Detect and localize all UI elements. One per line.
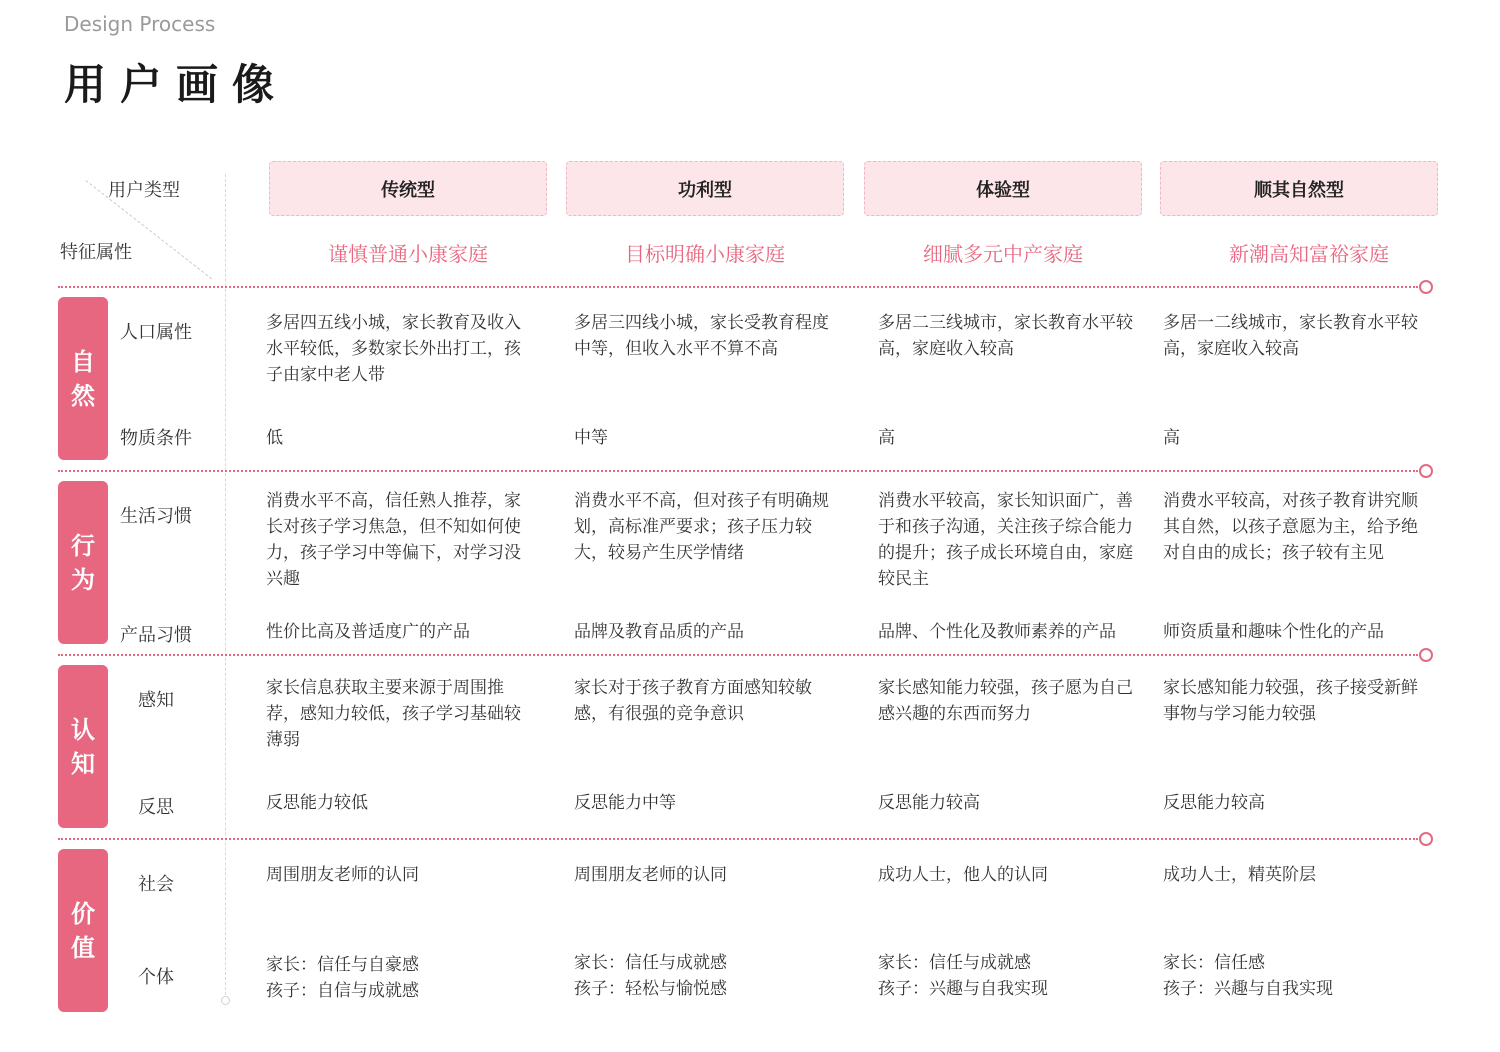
attribute-label: 社会: [138, 874, 174, 895]
table-cell: 中等: [574, 428, 608, 448]
table-cell: 低: [266, 428, 283, 448]
row-separator: [58, 286, 1418, 288]
table-cell: 周围朋友老师的认同: [574, 865, 727, 885]
corner-user-type-label: 用户类型: [108, 180, 180, 201]
cell-line: 家长：信任与自豪感: [266, 955, 419, 975]
table-cell: 师资质量和趣味个性化的产品: [1163, 622, 1384, 642]
table-cell: 反思能力较低: [266, 793, 368, 813]
type-subtitle-traditional: 谨慎普通小康家庭: [328, 242, 488, 266]
table-cell: [878, 950, 1146, 1002]
cell-line: 孩子：兴趣与自我实现: [1163, 979, 1333, 999]
table-cell: 高: [878, 428, 895, 448]
table-cell: 成功人士，精英阶层: [1163, 865, 1316, 885]
group-bar-nature: [58, 297, 108, 460]
table-cell: 品牌及教育品质的产品: [574, 622, 744, 642]
type-subtitle-experiential: 细腻多元中产家庭: [923, 242, 1083, 266]
group-label-char: 为: [71, 565, 95, 594]
type-header-experiential: 体验型: [864, 161, 1142, 216]
attribute-label: 产品习惯: [120, 625, 192, 646]
separator-end-circle: [1419, 280, 1433, 294]
table-cell: 成功人士，他人的认同: [878, 865, 1048, 885]
cell-line: 家长：信任感: [1163, 953, 1265, 973]
cell-line: 孩子：轻松与愉悦感: [574, 979, 727, 999]
table-cell: 反思能力较高: [1163, 793, 1265, 813]
table-cell: 性价比高及普适度广的产品: [266, 622, 470, 642]
attribute-label: 物质条件: [120, 428, 192, 449]
table-cell: 消费水平较高，对孩子教育讲究顺其自然，以孩子意愿为主，给予绝对自由的成长；孩子较有主见: [1163, 491, 1418, 563]
table-cell: 多居一二线城市，家长教育水平较高，家庭收入较高: [1163, 313, 1418, 359]
table-cell: 消费水平不高，但对孩子有明确规划，高标准严要求；孩子压力较大，较易产生厌学情绪: [574, 491, 829, 563]
table-cell: 反思能力中等: [574, 793, 676, 813]
group-bar-behavior: [58, 481, 108, 644]
table-cell: 反思能力较高: [878, 793, 980, 813]
group-label-char: 值: [71, 933, 95, 962]
table-cell: 周围朋友老师的认同: [266, 865, 419, 885]
type-header-traditional: 传统型: [269, 161, 547, 216]
table-cell: 品牌、个性化及教师素养的产品: [878, 622, 1116, 642]
attribute-label: 个体: [138, 967, 174, 988]
separator-end-circle: [1419, 648, 1433, 662]
separator-end-circle: [1419, 464, 1433, 478]
table-cell: 消费水平不高，信任熟人推荐，家长对孩子学习焦急，但不知如何使力，孩子学习中等偏下，对学习没兴趣: [266, 491, 521, 589]
group-bar-value: [58, 849, 108, 1012]
cell-line: 家长：信任与成就感: [878, 953, 1031, 973]
table-cell: 家长信息获取主要来源于周围推荐，感知力较低，孩子学习基础较薄弱: [266, 678, 521, 750]
row-separator: [58, 838, 1418, 840]
table-cell: 家长对于孩子教育方面感知较敏感，有很强的竞争意识: [574, 678, 812, 724]
type-subtitle-natural: 新潮高知富裕家庭: [1229, 242, 1389, 266]
table-cell: 多居二三线城市，家长教育水平较高，家庭收入较高: [878, 313, 1133, 359]
group-label-char: 认: [71, 715, 95, 744]
table-cell: 高: [1163, 428, 1180, 448]
corner-attribute-label: 特征属性: [60, 242, 132, 263]
row-separator: [58, 470, 1418, 472]
group-label-char: 知: [71, 749, 95, 778]
cell-line: 家长：信任与成就感: [574, 953, 727, 973]
eyebrow-label: Design Process: [64, 12, 216, 36]
table-cell: [1163, 950, 1431, 1002]
table-cell: 消费水平较高，家长知识面广，善于和孩子沟通，关注孩子综合能力的提升；孩子成长环境自由，家庭较民主: [878, 491, 1133, 589]
group-label-char: 价: [71, 899, 95, 928]
type-subtitle-utilitarian: 目标明确小康家庭: [625, 242, 785, 266]
divider-end-dot: [221, 996, 230, 1005]
cell-line: 孩子：兴趣与自我实现: [878, 979, 1048, 999]
separator-end-circle: [1419, 832, 1433, 846]
cell-line: 孩子：自信与成就感: [266, 981, 419, 1001]
type-header-natural: 顺其自然型: [1160, 161, 1438, 216]
table-cell: [574, 950, 842, 1002]
attribute-column-divider: [225, 174, 226, 1000]
page-title: 用户画像: [64, 60, 289, 109]
attribute-label: 生活习惯: [120, 506, 192, 527]
table-cell: 多居四五线小城，家长教育及收入水平较低，多数家长外出打工，孩子由家中老人带: [266, 313, 521, 385]
row-separator: [58, 654, 1418, 656]
group-label-char: 自: [71, 347, 95, 376]
attribute-label: 反思: [138, 797, 174, 818]
group-label-char: 行: [71, 531, 95, 560]
group-bar-cognition: [58, 665, 108, 828]
attribute-label: 人口属性: [120, 322, 192, 343]
table-cell: 家长感知能力较强，孩子接受新鲜事物与学习能力较强: [1163, 678, 1418, 724]
type-header-utilitarian: 功利型: [566, 161, 844, 216]
group-label-char: 然: [71, 381, 95, 410]
attribute-label: 感知: [138, 690, 174, 711]
table-cell: 多居三四线小城，家长受教育程度中等，但收入水平不算不高: [574, 313, 829, 359]
table-cell: 家长感知能力较强，孩子愿为自己感兴趣的东西而努力: [878, 678, 1133, 724]
table-cell: [266, 952, 534, 1004]
